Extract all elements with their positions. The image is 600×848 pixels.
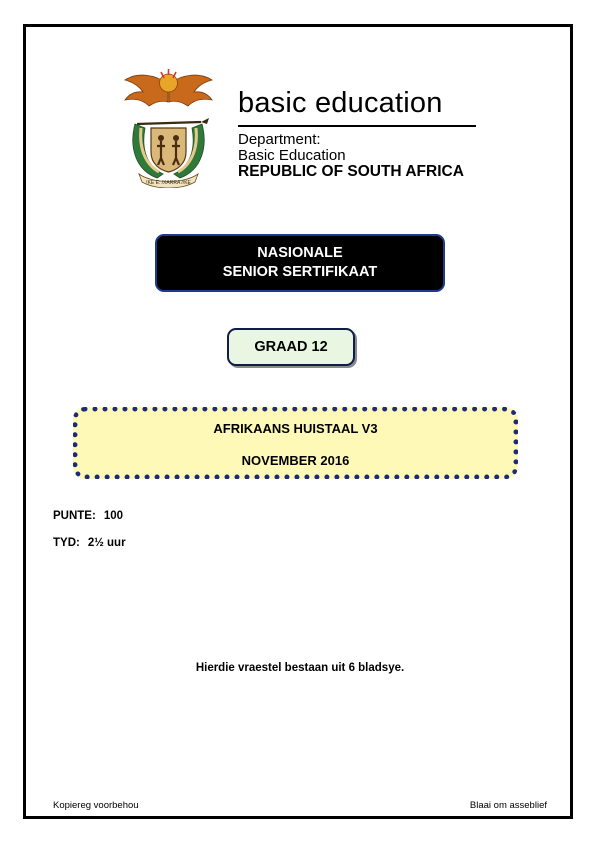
time-label: TYD: (53, 537, 80, 549)
time-value: 2½ uur (87, 537, 126, 549)
turn-page-footer: Blaai om asseblief (469, 800, 547, 811)
grade-badge (227, 328, 355, 366)
certificate-line-1: NASIONALE (257, 245, 343, 261)
brand-divider (238, 125, 476, 127)
department-name: Basic Education (238, 147, 346, 164)
subject-panel (73, 407, 518, 479)
copyright-footer: Kopiereg voorbehou (53, 800, 139, 811)
brand-title: basic education (238, 87, 443, 119)
marks-value: 100 (103, 510, 123, 522)
grade-label: GRAAD 12 (254, 339, 328, 355)
country-name: REPUBLIC OF SOUTH AFRICA (238, 163, 464, 180)
crest-motto: !KE E: /XARRA //KE (146, 180, 191, 186)
exam-session: NOVEMBER 2016 (241, 453, 350, 468)
department-label: Department: (238, 131, 321, 148)
marks-info (53, 510, 123, 522)
time-info (53, 537, 126, 549)
subject-title: AFRIKAANS HUISTAAL V3 (213, 421, 378, 436)
certificate-line-2: SENIOR SERTIFIKAAT (222, 264, 378, 280)
certificate-banner (155, 234, 445, 292)
south-africa-coat-of-arms-icon (117, 66, 220, 188)
page-count-note: Hierdie vraestel bestaan uit 6 bladsye. (195, 662, 405, 674)
marks-label: PUNTE: (53, 510, 96, 522)
